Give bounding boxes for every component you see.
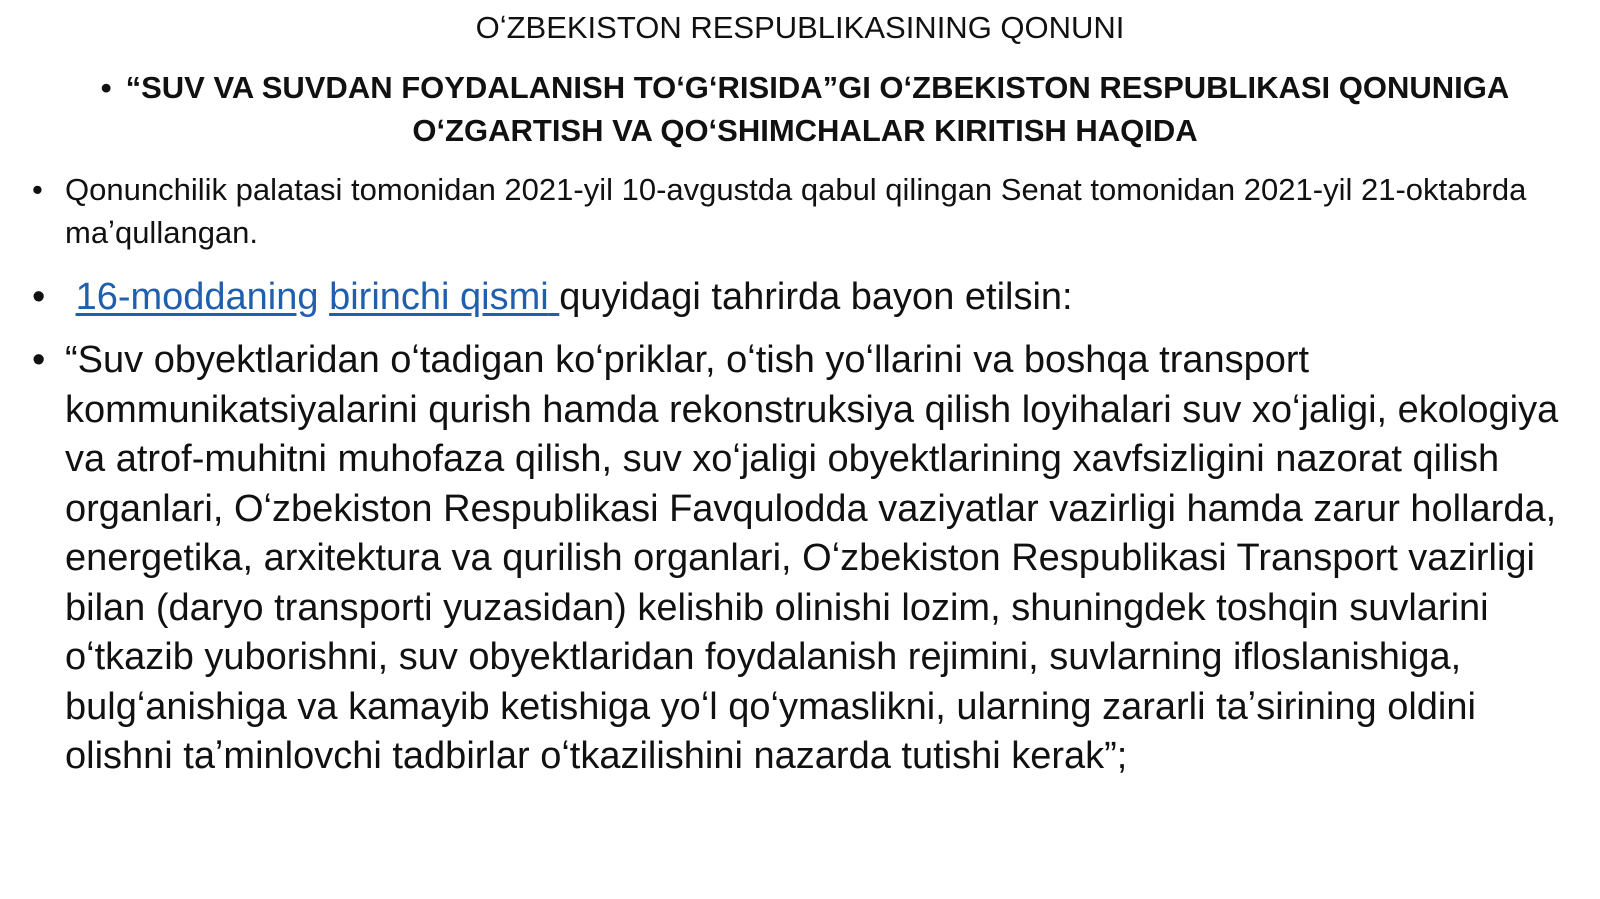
link-trailing-space (549, 276, 560, 318)
article-body-text: “Suv obyektlaridan oʻtadigan koʻpriklar, oʻtish yoʻllarini va boshqa transport kommunikatsiyalarini qurish hamda rekonstruksiya qilish loyihalari suv xoʻjaligi, ekologiya va atrof-muhitni muhofaza qilish, suv xoʻjaligi obyektlarining xavfsizligini nazorat qilish organlari, Oʻzbekiston Respublikasi Favqulodda vaziyatlar vazirligi hamda zarur hollarda, energetika, arxitektura va qurilish organlari, Oʻzbekiston Respublikasi Transport vazirligi bilan (daryo transporti yuzasidan) kelishib olinishi lozim, shuningdek toshqin suvlarini oʻtkazib yuborishni, suv obyektlaridan foydalanish rejimini, suvlarning ifloslanishiga, bulgʻanishiga va kamayib ketishiga yoʻl qoʻymaslikni, ularning zararli taʼsirining oldini olishni taʼminlovchi tadbirlar oʻtkazilishini nazarda tutishi kerak”; (65, 339, 1559, 777)
law-subtitle (40, 66, 1570, 152)
article-reference-text: quyidagi tahrirda bayon etilsin: (559, 276, 1073, 318)
bullet-icon: • (100, 70, 112, 105)
article-16-link[interactable]: 16-moddaning (75, 276, 319, 318)
first-part-link[interactable]: birinchi qismi (329, 276, 549, 318)
bullet-icon: • (32, 172, 43, 207)
list-item-article-reference (30, 272, 1575, 322)
slide-title: OʻZBEKISTON RESPUBLIKASINING QONUNI (475, 10, 1125, 45)
bullet-list (30, 168, 1575, 782)
bullet-icon: • (32, 276, 46, 318)
adoption-text: Qonunchilik palatasi tomonidan 2021-yil 10-avgustda qabul qilingan Senat tomonidan 2021-yil 21-oktabrda maʼqullangan. (65, 172, 1527, 250)
bullet-icon: • (32, 339, 46, 381)
list-item-adoption-dates (30, 168, 1575, 254)
law-subtitle-text: “SUV VA SUVDAN FOYDALANISH TOʻGʻRISIDA”GI OʻZBEKISTON RESPUBLIKASI QONUNIGA OʻZGARTISH VA QOʻSHIMCHALAR KIRITISH HAQIDA (125, 70, 1510, 148)
list-item-article-text (30, 336, 1575, 782)
